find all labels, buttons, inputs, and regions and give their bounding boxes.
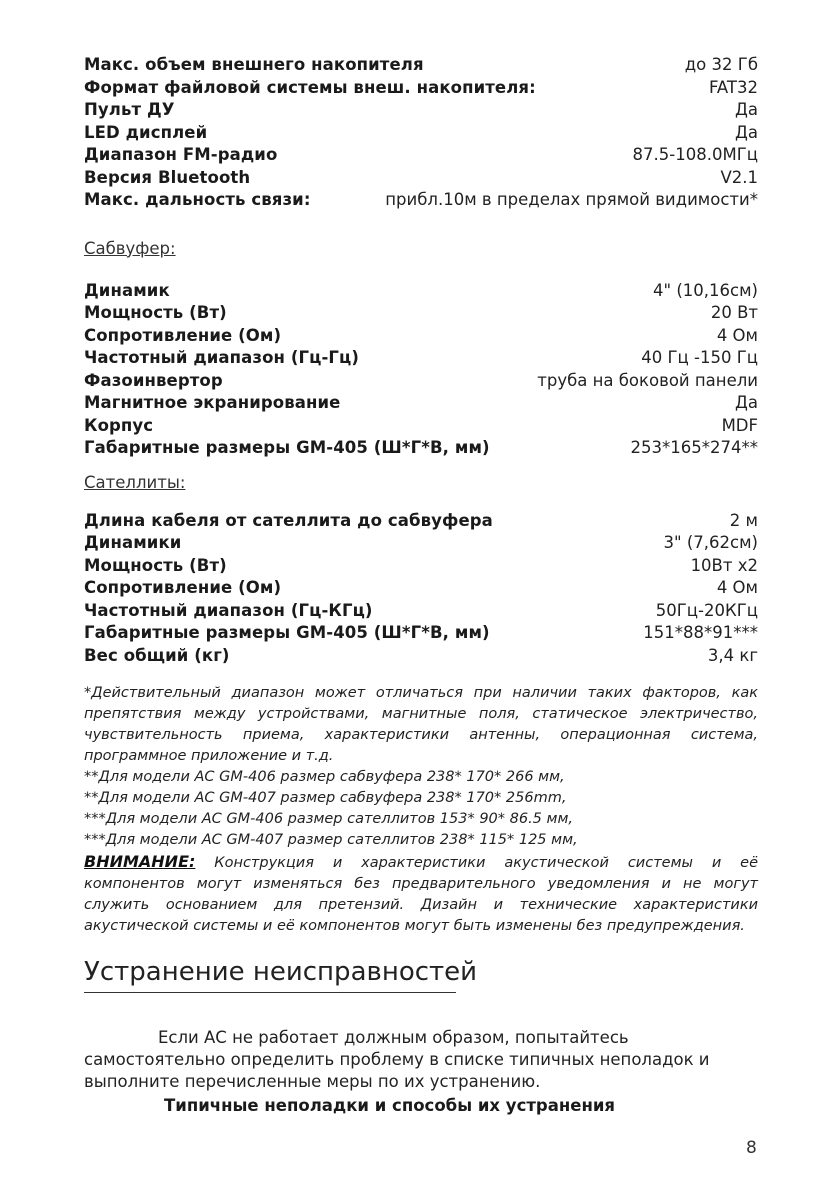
spec-row: Частотный диапазон (Гц-КГц) 50Гц-20КГц [84,600,758,620]
spec-row: Динамик 4" (10,16см) [84,280,758,300]
spec-row: Частотный диапазон (Гц-Гц) 40 Гц -150 Гц [84,348,758,367]
page-number: 8 [746,1138,757,1158]
spec-row: Динамики 3" (7,62см) [84,533,758,552]
document-page [84,54,758,1117]
satellites-section-title: Сателлиты: [84,472,186,492]
footnotes [84,683,758,937]
spec-row: Версия Bluetooth V2.1 [84,167,758,187]
subwoofer-section-title: Сабвуфер: [84,238,176,258]
spec-row: Мощность (Вт) 10Вт x2 [84,555,758,575]
spec-row: Длина кабеля от сателлита до сабвуфера 2 м [84,510,758,530]
footnote-line: **Для модели АС GM-407 размер сабвуфера 238* 170* 256mm, [84,790,567,806]
spec-row: Вес общий (кг) 3,4 кг [84,645,758,665]
general-specs [84,54,758,212]
spec-row: Габаритные размеры GM-405 (Ш*Г*В, мм) 253*165*274** [84,438,758,457]
troubleshooting-subheading: Типичные неполадки и способы их устранения [164,1096,616,1115]
spec-row: Сопротивление (Ом) 4 Ом [84,325,758,345]
heading-underline [84,992,456,993]
spec-row: Корпус MDF [84,415,758,435]
footnote-range: *Действительный диапазон может отличаться при наличии таких факторов, как препятствия между устройствами, магнитные поля, статическое электричество, чувствительность приема, характеристики антенны, операционная система, программное приложение и т.д. [84,685,758,764]
footnote-line: ***Для модели АС GM-407 размер сателлитов 238* 115* 125 мм, [84,832,578,848]
subwoofer-specs [84,280,758,460]
spec-row: Формат файловой системы внеш. накопителя: FAT32 [84,77,758,97]
footnote-line: **Для модели АС GM-406 размер сабвуфера 238* 170* 266 мм, [84,769,565,785]
spec-row: Габаритные размеры GM-405 (Ш*Г*В, мм) 151*88*91*** [84,623,758,642]
footnote-line: ***Для модели АС GM-406 размер сателлитов 153* 90* 86.5 мм, [84,811,574,827]
spec-row: Магнитное экранирование Да [84,393,758,412]
spec-row: Мощность (Вт) 20 Вт [84,303,758,322]
spec-row: Фазоинвертор труба на боковой панели [84,370,758,390]
spec-row: Пульт ДУ Да [84,100,758,119]
spec-row: LED дисплей Да [84,122,758,142]
attention-text: Конструкция и характеристики акустической системы и её компонентов могут изменяться без предварительного уведомления и не могут служить основанием для претензий. Дизайн и технические характеристики акустической системы и её компонентов могут быть изменены без предупреждения. [84,855,759,934]
troubleshooting-heading: Устранение неисправностей [84,957,478,987]
spec-row: Макс. дальность связи: прибл.10м в пределах прямой видимости* [84,190,758,209]
attention-label: ВНИМАНИЕ: [84,852,196,871]
spec-row: Диапазон FM-радио 87.5-108.0МГц [84,145,758,164]
troubleshooting-intro: Если АС не работает должным образом, попытайтесь самостоятельно определить проблему в списке типичных неполадок и выполните перечисленные меры по их устранению. [84,1028,710,1091]
spec-row: Макс. объем внешнего накопителя до 32 Гб [84,55,758,74]
satellite-specs [84,510,758,668]
attention-note [84,851,758,937]
spec-row: Сопротивление (Ом) 4 Ом [84,578,758,597]
